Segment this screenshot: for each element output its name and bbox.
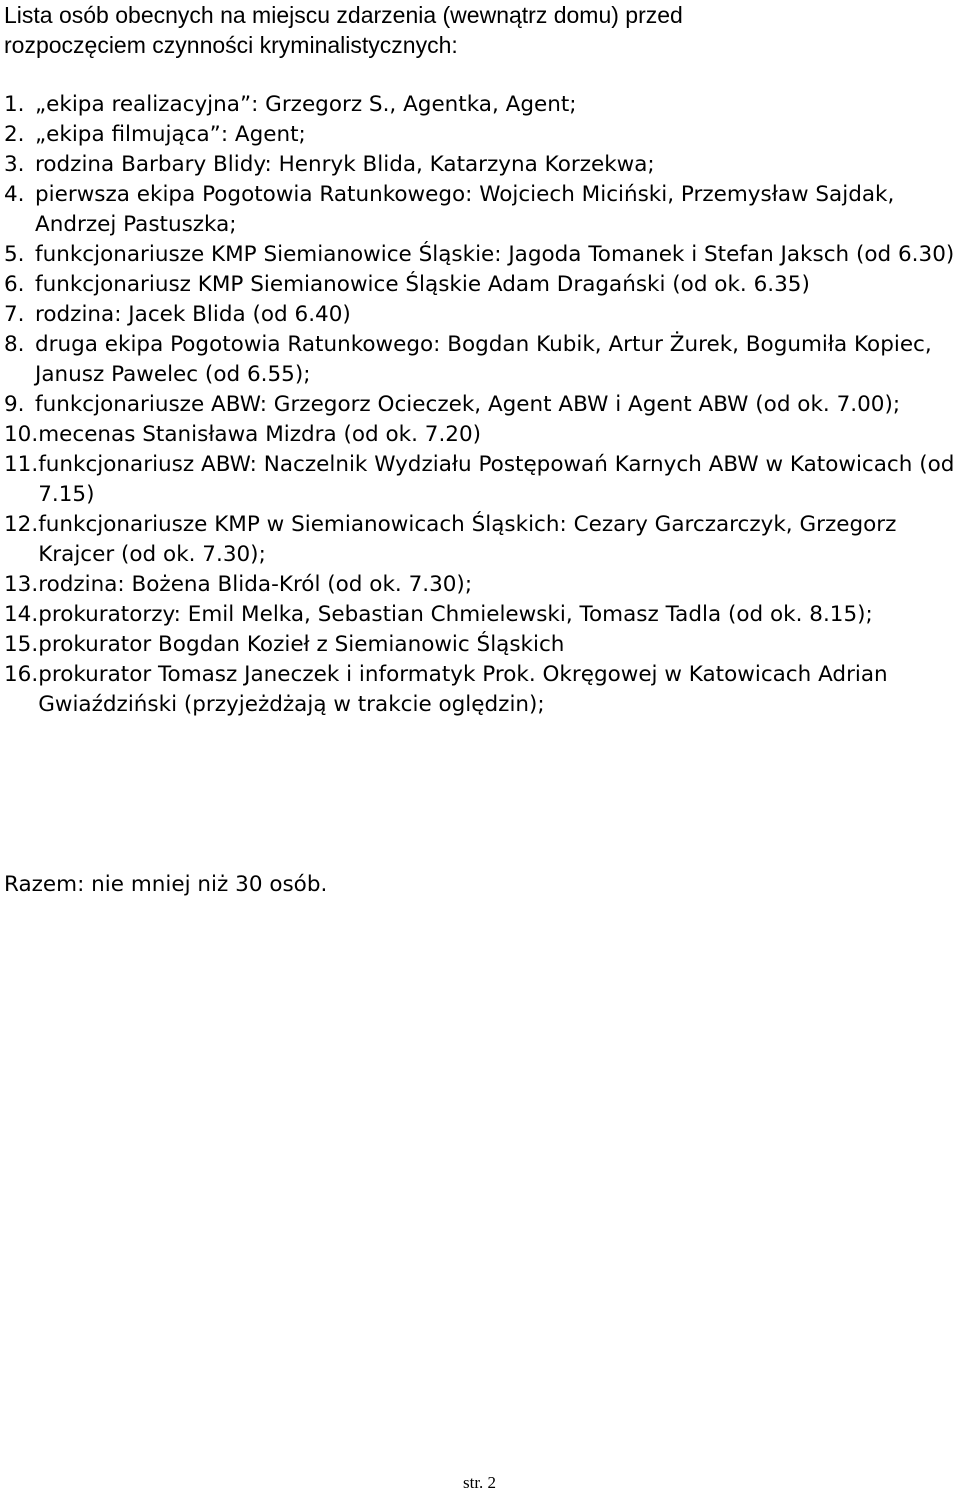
list-item [4,660,959,720]
list-item-text: prokurator Tomasz Janeczek i informatyk Prok. Okręgowej w Katowicach Adrian Gwiaździński (przyjeżdżają w trakcie oględzin); [38,662,888,717]
summary-total: Razem: nie mniej niż 30 osób. [4,872,328,897]
intro-line-2: rozpoczęciem czynności kryminalistycznych: [4,32,458,58]
list-item [4,150,959,180]
list-item-number: 1. [4,92,25,117]
list-item-text: prokurator Bogdan Kozieł z Siemianowic Śląskich [38,632,565,657]
list-item-number: 16. [4,662,39,687]
list-item-text: druga ekipa Pogotowia Ratunkowego: Bogdan Kubik, Artur Żurek, Bogumiła Kopiec, Janusz Pawelec (od 6.55); [35,332,932,387]
list-item-text: funkcjonariusze ABW: Grzegorz Ocieczek, Agent ABW i Agent ABW (od ok. 7.00); [35,392,901,417]
list-item-number: 4. [4,182,25,207]
list-item [4,420,959,450]
list-item-number: 7. [4,302,25,327]
list-item-text: „ekipa realizacyjna”: Grzegorz S., Agentka, Agent; [35,92,577,117]
list-item [4,240,959,270]
list-item-text: mecenas Stanisława Mizdra (od ok. 7.20) [38,422,482,447]
list-item-text: prokuratorzy: Emil Melka, Sebastian Chmielewski, Tomasz Tadla (od ok. 8.15); [38,602,873,627]
list-item [4,120,959,150]
list-item-number: 14. [4,602,39,627]
list-item [4,90,959,120]
list-item-text: rodzina Barbary Blidy: Henryk Blida, Katarzyna Korzekwa; [35,152,655,177]
list-item [4,300,959,330]
list-item-number: 13. [4,572,39,597]
list-item-text: pierwsza ekipa Pogotowia Ratunkowego: Wojciech Miciński, Przemysław Sajdak, Andrzej Pastuszka; [35,182,895,237]
list-item-text: funkcjonariusz ABW: Naczelnik Wydziału Postępowań Karnych ABW w Katowicach (od 7.15) [38,452,955,507]
list-item [4,180,959,240]
list-item-text: rodzina: Bożena Blida-Król (od ok. 7.30); [38,572,473,597]
list-item-number: 10. [4,422,39,447]
attendee-list [4,90,959,720]
list-item-text: funkcjonariusze KMP Siemianowice Śląskie: Jagoda Tomanek i Stefan Jaksch (od 6.30) [35,242,955,267]
list-item-number: 5. [4,242,25,267]
list-item-number: 8. [4,332,25,357]
list-item [4,600,959,630]
list-item-number: 2. [4,122,25,147]
list-item-number: 11. [4,452,39,477]
list-item [4,450,959,510]
list-item-number: 3. [4,152,25,177]
list-item-text: „ekipa filmująca”: Agent; [35,122,306,147]
list-item [4,270,959,300]
list-item-text: funkcjonariusz KMP Siemianowice Śląskie Adam Dragański (od ok. 6.35) [35,272,810,297]
list-item [4,510,959,570]
list-item-number: 12. [4,512,39,537]
list-item-number: 9. [4,392,25,417]
list-item [4,330,959,390]
list-item-number: 15. [4,632,39,657]
intro-line-1: Lista osób obecnych na miejscu zdarzenia (wewnątrz domu) przed [4,2,683,28]
list-item [4,390,959,420]
document-intro [4,0,954,60]
list-item-text: rodzina: Jacek Blida (od 6.40) [35,302,351,327]
list-item [4,630,959,660]
list-item [4,570,959,600]
list-item-number: 6. [4,272,25,297]
page-number: str. 2 [463,1473,497,1492]
list-item-text: funkcjonariusze KMP w Siemianowicach Śląskich: Cezary Garczarczyk, Grzegorz Krajcer (od ok. 7.30); [38,512,897,567]
